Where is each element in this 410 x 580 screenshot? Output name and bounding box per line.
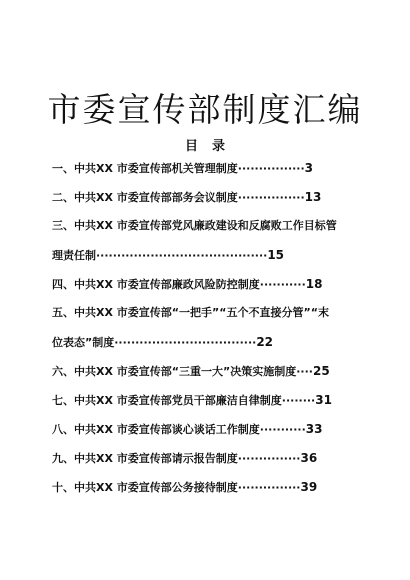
toc-leader-dots: ················ xyxy=(237,162,305,175)
toc-entry-title: 八、中共XX 市委宣传部谈心谈话工作制度 xyxy=(52,423,260,436)
toc-leader-dots: ··············· xyxy=(237,481,301,494)
document-title: 市委宣传部制度汇编 xyxy=(47,90,363,129)
toc-entry-title-continued: 理责任制 xyxy=(52,249,96,262)
toc-entry-title: 三、中共XX 市委宣传部党风廉政建设和反腐败工作目标管 xyxy=(52,219,337,232)
toc-leader-dots: ··············· xyxy=(237,452,301,465)
toc-entry-title: 七、中共XX 市委宣传部党员干部廉洁自律制度 xyxy=(52,394,282,407)
toc-page-number: 3 xyxy=(304,161,314,175)
toc-page-number: 18 xyxy=(305,277,323,291)
toc-leader-dots: ··········· xyxy=(259,423,306,436)
toc-entry xyxy=(52,479,372,508)
toc-entry xyxy=(52,305,372,363)
toc-entry-title: 九、中共XX 市委宣传部请示报告制度 xyxy=(52,452,238,465)
toc-page-number: 13 xyxy=(304,190,322,204)
toc-leader-dots: ········ xyxy=(281,394,316,407)
toc-entry xyxy=(52,363,372,392)
toc-entry xyxy=(52,392,372,421)
toc-page-number: 15 xyxy=(267,248,285,262)
toc-page-number: 25 xyxy=(312,364,330,378)
toc-page-number: 39 xyxy=(300,480,318,494)
toc-entry-title: 一、中共XX 市委宣传部机关管理制度 xyxy=(52,162,238,175)
toc-leader-dots: ········································· xyxy=(96,249,268,262)
toc-page-number: 33 xyxy=(305,422,323,436)
toc-heading: 目录 xyxy=(184,139,239,154)
toc-entry xyxy=(52,450,372,479)
table-of-contents xyxy=(52,160,372,508)
toc-entry xyxy=(52,160,372,189)
toc-page-number: 36 xyxy=(300,451,318,465)
toc-entry xyxy=(52,276,372,305)
toc-leader-dots: ··········· xyxy=(259,278,306,291)
toc-entry-title: 六、中共XX 市委宣传部“三重一大”决策实施制度 xyxy=(52,365,297,378)
toc-entry-title: 十、中共XX 市委宣传部公务接待制度 xyxy=(52,481,238,494)
toc-leader-dots: ·································· xyxy=(114,336,257,349)
toc-entry-title: 五、中共XX 市委宣传部“一把手”“五个不直接分管”“末 xyxy=(52,306,329,319)
toc-entry-title-continued: 位表态”制度 xyxy=(52,336,115,349)
toc-entry-title: 二、中共XX 市委宣传部部务会议制度 xyxy=(52,191,238,204)
toc-page-number: 22 xyxy=(256,335,274,349)
toc-page-number: 31 xyxy=(315,393,332,407)
toc-entry xyxy=(52,421,372,450)
toc-entry-title: 四、中共XX 市委宣传部廉政风险防控制度 xyxy=(52,278,260,291)
toc-leader-dots: ···· xyxy=(296,365,313,378)
toc-leader-dots: ················ xyxy=(237,191,305,204)
toc-entry xyxy=(52,218,372,276)
toc-entry xyxy=(52,189,372,218)
